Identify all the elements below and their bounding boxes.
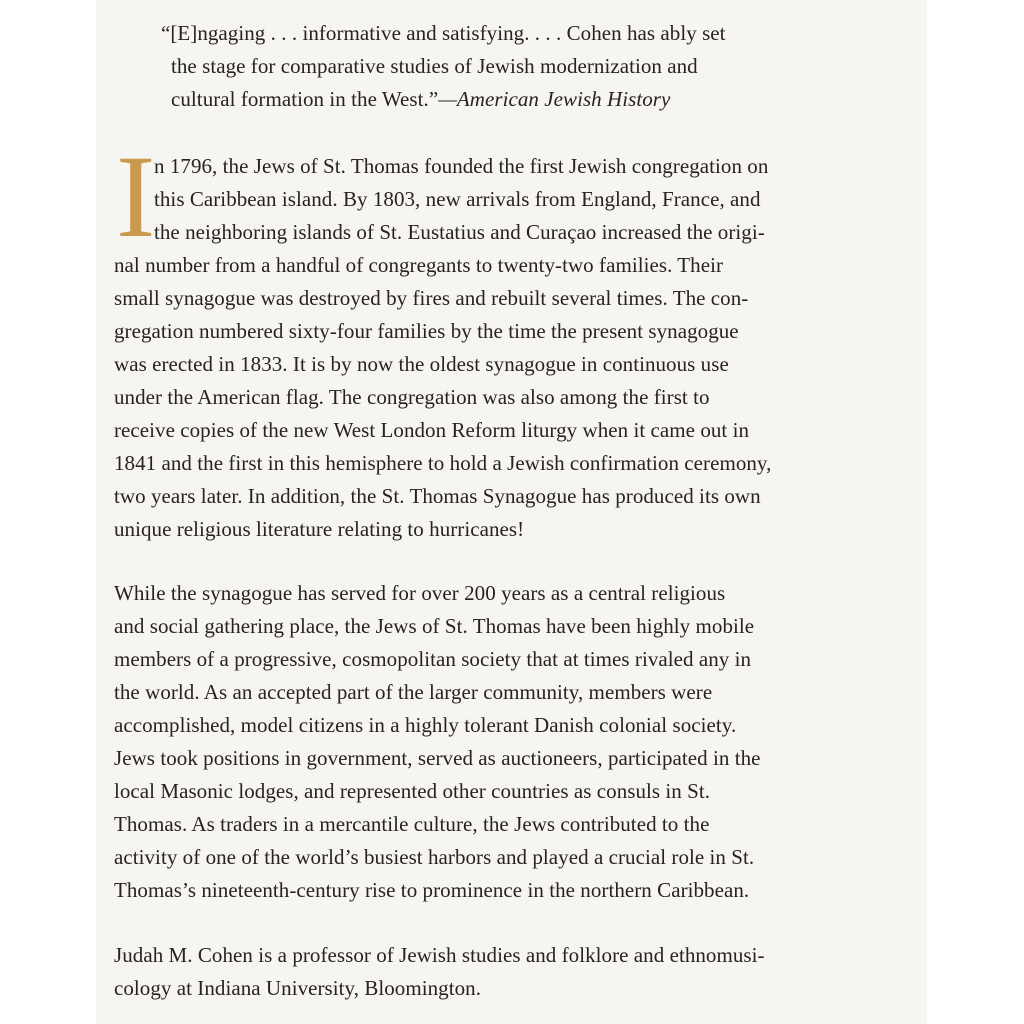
quote-line-text: cultural formation in the West.” xyxy=(171,87,439,111)
paragraph-line: small synagogue was destroyed by fires and rebuilt several times. The con- xyxy=(114,286,749,310)
paragraph-line: activity of one of the world’s busiest harbors and played a crucial role in St. xyxy=(114,845,755,869)
paragraph-line: members of a progressive, cosmopolitan society that at times rivaled any in xyxy=(114,647,752,671)
paragraph-line: under the American flag. The congregation was also among the first to xyxy=(114,385,710,409)
paragraph-line: Thomas’s nineteenth-century rise to prominence in the northern Caribbean. xyxy=(114,878,750,902)
paragraph-line: Thomas. As traders in a mercantile culture, the Jews contributed to the xyxy=(114,812,710,836)
paragraph-line: was erected in 1833. It is by now the oldest synagogue in continuous use xyxy=(114,352,729,376)
paragraph-line: two years later. In addition, the St. Thomas Synagogue has produced its own xyxy=(114,484,761,508)
drop-cap: I xyxy=(116,131,156,262)
bio-line: cology at Indiana University, Bloomington. xyxy=(114,976,482,1000)
quote-line-last xyxy=(171,86,670,112)
paragraph-line: accomplished, model citizens in a highly tolerant Danish colonial society. xyxy=(114,713,737,737)
quote-line: “[E]ngaging . . . informative and satisfying. . . . Cohen has ably set xyxy=(161,21,726,45)
paragraph-line: this Caribbean island. By 1803, new arrivals from England, France, and xyxy=(154,187,761,211)
paragraph-line: unique religious literature relating to hurricanes! xyxy=(114,517,525,541)
quote-line: the stage for comparative studies of Jewish modernization and xyxy=(171,54,698,78)
paragraph-line: the neighboring islands of St. Eustatius and Curaçao increased the origi- xyxy=(154,220,765,244)
paragraph-line: the world. As an accepted part of the larger community, members were xyxy=(114,680,713,704)
paragraph-line: gregation numbered sixty-four families by the time the present synagogue xyxy=(114,319,739,343)
paragraph-line: While the synagogue has served for over 200 years as a central religious xyxy=(114,581,726,605)
paragraph-line: Jews took positions in government, served as auctioneers, participated in the xyxy=(114,746,761,770)
paragraph-line: 1841 and the first in this hemisphere to hold a Jewish confirmation ceremony, xyxy=(114,451,772,475)
paragraph-line: nal number from a handful of congregants to twenty-two families. Their xyxy=(114,253,724,277)
paragraph-line: and social gathering place, the Jews of St. Thomas have been highly mobile xyxy=(114,614,755,638)
paragraph-line: receive copies of the new West London Reform liturgy when it came out in xyxy=(114,418,750,442)
quote-source: —American Jewish History xyxy=(438,87,671,111)
back-cover-page xyxy=(96,0,927,1024)
paragraph-line: local Masonic lodges, and represented other countries as consuls in St. xyxy=(114,779,711,803)
paragraph-line: n 1796, the Jews of St. Thomas founded the first Jewish congregation on xyxy=(154,154,769,178)
bio-line: Judah M. Cohen is a professor of Jewish studies and folklore and ethnomusi- xyxy=(114,943,765,967)
